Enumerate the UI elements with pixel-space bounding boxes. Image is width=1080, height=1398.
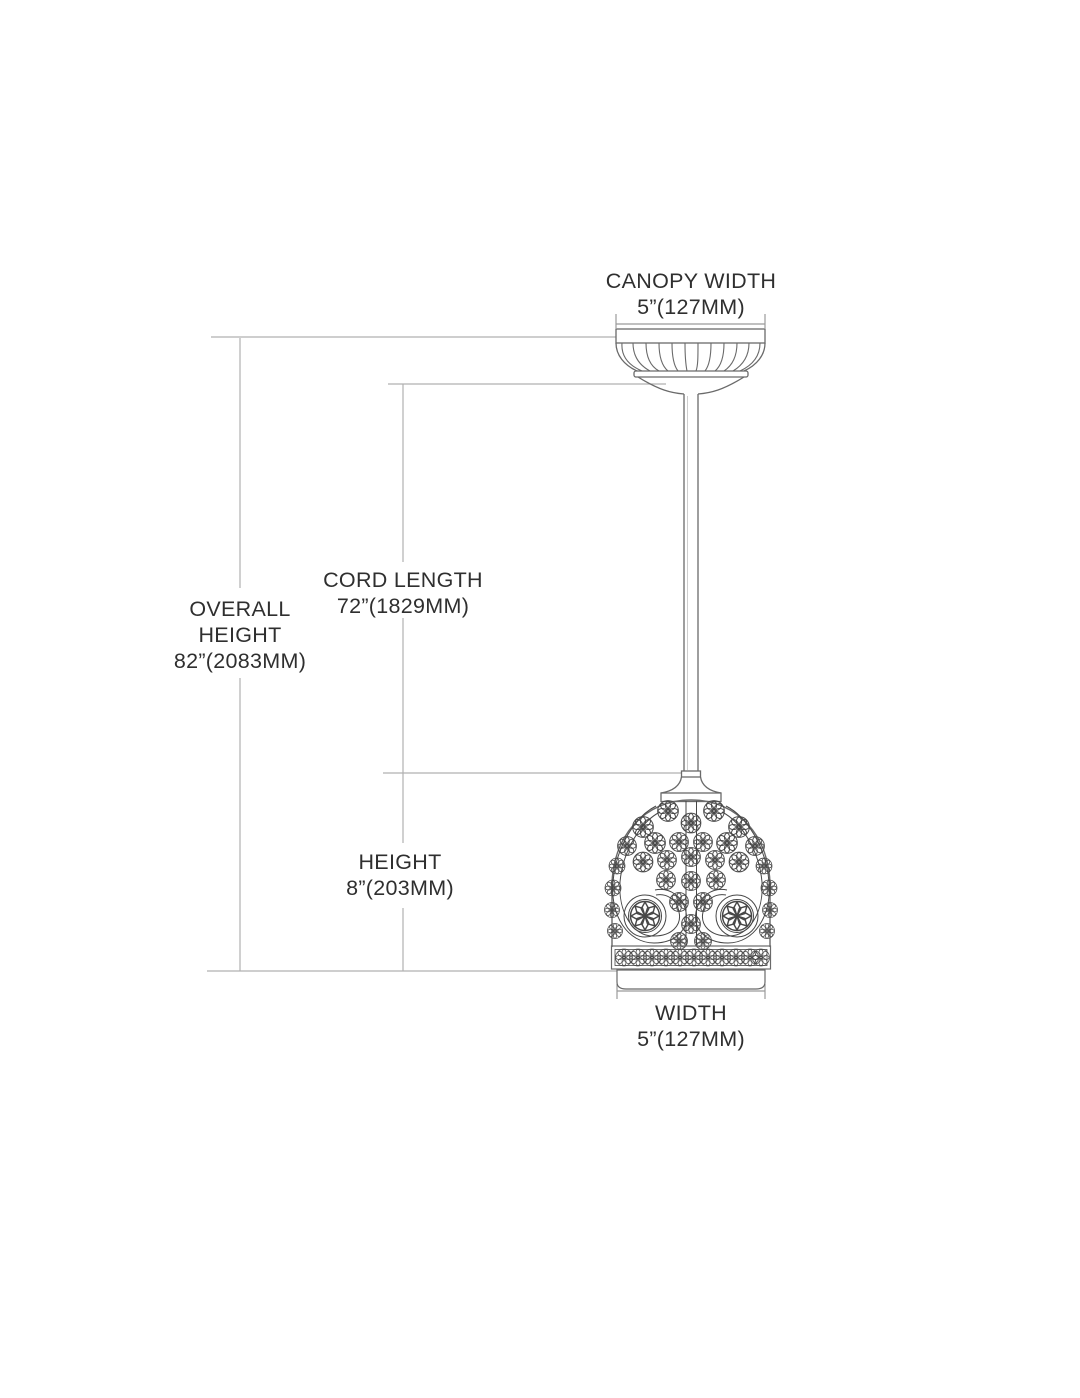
canopy-neck-right bbox=[698, 377, 744, 394]
shade-crystal-rosettes bbox=[604, 801, 777, 950]
width-dimension bbox=[617, 984, 765, 999]
canopy-base-plate bbox=[634, 371, 748, 377]
canopy-ribs bbox=[622, 343, 760, 371]
socket-holder-drawing bbox=[661, 777, 721, 802]
socket-cone-left bbox=[661, 777, 682, 793]
cord-length-label bbox=[323, 567, 483, 619]
height-title: HEIGHT bbox=[358, 850, 442, 874]
right-scroll bbox=[696, 806, 770, 943]
height-value: 8”(203MM) bbox=[346, 876, 454, 900]
height-label bbox=[346, 849, 454, 901]
left-scroll bbox=[613, 806, 687, 943]
width-value: 5”(127MM) bbox=[637, 1027, 745, 1051]
cord-length-title: CORD LENGTH bbox=[323, 568, 483, 592]
overall-height-value: 82”(2083MM) bbox=[173, 649, 307, 673]
width-label bbox=[637, 1000, 745, 1052]
overall-height-label bbox=[174, 596, 306, 674]
cord-length-value: 72”(1829MM) bbox=[336, 594, 470, 618]
rod-joint bbox=[682, 771, 701, 777]
canopy-top-band bbox=[616, 329, 765, 343]
canopy-width-title: CANOPY WIDTH bbox=[605, 269, 777, 293]
shade-bottom-rim bbox=[617, 970, 765, 989]
width-title: WIDTH bbox=[655, 1001, 727, 1025]
socket-cone-right bbox=[701, 777, 722, 793]
canopy-width-value: 5”(127MM) bbox=[637, 295, 745, 319]
overall-height-title-line1: OVERALL bbox=[189, 597, 291, 621]
canopy-neck-left bbox=[638, 377, 684, 394]
overall-height-title-line2: HEIGHT bbox=[198, 623, 282, 647]
shade-drawing bbox=[604, 800, 777, 989]
rod-drawing bbox=[682, 394, 701, 777]
canopy-width-label bbox=[606, 268, 776, 320]
band-rosettes bbox=[616, 949, 770, 966]
shade-bottom-band bbox=[612, 946, 771, 969]
